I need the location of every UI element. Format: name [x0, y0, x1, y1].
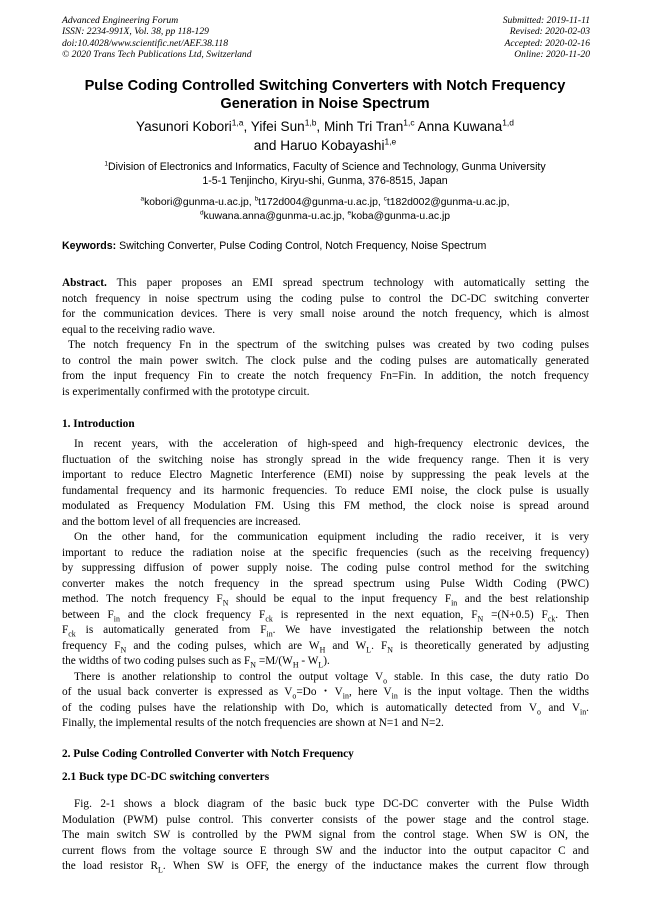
- paper-title: [40, 77, 610, 113]
- author-name: Minh Tri Tran: [323, 119, 404, 134]
- text-line: fundamental frequency and its harmonic frequencies. To reduce EMI noise, the clock pulse is usually: [62, 484, 589, 497]
- author-name: Yasunori Kobori: [136, 119, 232, 134]
- submission-dates: [503, 15, 590, 60]
- abstract-line: notch frequency in noise spectrum using the coding pulse to control the DC-DC switching converter: [62, 292, 589, 305]
- text-line: modulated as Frequency Modulation FM. Using this FM method, the clock noise is spread around: [62, 500, 589, 512]
- abstract-label: Abstract.: [62, 277, 107, 289]
- abstract-line: for the communication devices. There is very small noise around the notch frequency, which is almost: [62, 308, 589, 320]
- subsection-heading: 2.1 Buck type DC-DC switching converters: [62, 771, 270, 783]
- section-heading: 1. Introduction: [62, 418, 135, 430]
- text-line: the widths of two coding pulses such as $F_N =M/(W_H - W_L)$.: [62, 655, 330, 670]
- text-line: frequency $F_N$ and the coding pulses, which are $W_H$ and $W_L$. $F_N$ is theoretically generated by adjusting: [62, 639, 590, 654]
- text-line: $F_{ck}$ is automatically generated from $F_{in}$. We have investigated the relationship between the notch: [62, 624, 589, 639]
- date-accepted: Accepted: 2020-02-16: [504, 37, 590, 49]
- affil-line: Division of Electronics and Informatics, Faculty of Science and Technology, Gunma University: [107, 161, 546, 173]
- text-line: of the usual back converter is expressed as $V_o=Do$・$V_{in}$, here $V_{in}$ is the input voltage. Then the widths: [62, 686, 589, 701]
- journal-copyright: © 2020 Trans Tech Publications Ltd, Switzerland: [62, 48, 252, 60]
- email-link[interactable]: t182d002@gunma-u.ac.jp,: [386, 197, 510, 208]
- author-affil-mark: 1,d: [502, 117, 514, 128]
- email-link[interactable]: t172d004@gunma-u.ac.jp,: [258, 197, 381, 208]
- introduction-text: [62, 437, 589, 732]
- abstract: [62, 276, 589, 400]
- author-affil-mark: 1,b: [304, 117, 317, 128]
- text-line: the load resistor $R_L$. When SW is OFF, the energy of the inductance makes the current flow through: [62, 860, 590, 875]
- text-line: and the bottom level of all frequencies are increased.: [62, 515, 301, 528]
- author-conjunction: and: [253, 137, 277, 153]
- author-affil-mark: 1,a: [231, 117, 244, 128]
- text-line: method. The notch frequency $F_N$ should be equal to the input frequency $F_{in}$ and the best relationship: [62, 593, 589, 608]
- text-line: In recent years, with the acceleration of high-speed and high-frequency electronic devices, the: [74, 438, 589, 450]
- text-line: The main switch SW is controlled by the PWM signal from the control stage. When SW is ON, the: [62, 829, 589, 841]
- date-revised: Revised: 2020-02-03: [509, 26, 590, 38]
- section2-text: [62, 797, 589, 875]
- title-line: Pulse Coding Controlled Switching Converters with Notch Frequency: [84, 78, 566, 94]
- text-line: converter makes the notch frequency in the spread spectrum using Pulse Width Coding (PWC): [62, 577, 589, 590]
- author-name: Anna Kuwana: [417, 119, 503, 134]
- abstract-line: The notch frequency Fn in the spectrum of the switching pulses was created by two coding pulses: [68, 339, 589, 351]
- text-line: Modulation (PWM) pulse control. This converter consists of the power stage and the control stage.: [62, 813, 589, 826]
- journal-doi: doi:10.4028/www.scientific.net/AEF.38.118: [62, 37, 229, 49]
- journal-issn: ISSN: 2234-991X, Vol. 38, pp 118-129: [62, 26, 209, 38]
- text-line: by suppressing diffusion of power supply noise. The coding pulse control method for the switching: [62, 562, 589, 574]
- author-emails: $^a$kobori@gunma-u.ac.jp, $^b$t172d004@gunma-u.ac.jp, $^c$t182d002@gunma-u.ac.jp, $^d$kuwana.anna@gunma-u.ac.jp, $^e$koba@gunma-u.ac.jp: [140, 195, 510, 222]
- abstract-line: is experimentally confirmed with the prototype circuit.: [62, 385, 310, 398]
- abstract-line: This paper proposes an EMI spread spectrum technology with automatically setting the: [116, 277, 589, 289]
- email-link[interactable]: kobori@gunma-u.ac.jp,: [144, 197, 252, 208]
- text-line: of the coding pulses have the relationship with Do, which is automatically detected from $V_o$ and $V_{in}$.: [62, 701, 589, 716]
- section-heading: 2. Pulse Coding Controlled Converter with Notch Frequency: [62, 748, 354, 760]
- abstract-line: from the input frequency Fin to create the notch frequency Fn=Fin. In addition, the notch frequency: [62, 370, 589, 382]
- text-line: There is another relationship to control the output voltage $V_o$ stable. In this case, the duty ratio Do: [74, 670, 589, 685]
- keywords-label: Keywords:: [62, 240, 117, 252]
- keywords: [62, 240, 592, 253]
- text-line: important to reduce Electro Magnetic Interference (EMI) noise by suppressing the peak levels at the: [62, 469, 589, 481]
- text-line: fluctuation of the switching noise has strongly spread in the wide frequency range. Then it is very: [62, 453, 589, 466]
- date-online: Online: 2020-11-20: [514, 48, 590, 60]
- keywords-text: Switching Converter, Pulse Coding Control, Notch Frequency, Noise Spectrum: [119, 240, 487, 252]
- author-name: Haruo Kobayashi: [280, 137, 385, 153]
- abstract-line: to control the main power switch. The clock pulse and the coding pulses are automatically generated: [62, 354, 589, 367]
- author-affil-mark: 1,c: [403, 117, 415, 128]
- text-line: between $F_{in}$ and the clock frequency $F_{ck}$ is represented in the next equation, $F_N =(N+0.5)$ $F_{ck}$. Then: [62, 608, 589, 623]
- affil-line: 1-5-1 Tenjincho, Kiryu-shi, Gunma, 376-8515, Japan: [202, 174, 448, 187]
- affil-mark: 1: [104, 160, 108, 168]
- author-name: Yifei Sun: [250, 119, 305, 134]
- text-line: On the other hand, for the communication equipment including the radio receiver, it is very: [74, 531, 589, 543]
- date-submitted: Submitted: 2019-11-11: [502, 15, 590, 26]
- title-line: Generation in Noise Spectrum: [220, 96, 430, 112]
- affiliation: [30, 161, 620, 188]
- journal-info: [62, 15, 252, 60]
- email-link[interactable]: koba@gunma-u.ac.jp: [351, 210, 451, 222]
- text-line: Finally, the implemental results of the notch frequencies are shown at N=1 and N=2.: [62, 717, 444, 729]
- email-link[interactable]: kuwana.anna@gunma-u.ac.jp,: [203, 210, 345, 222]
- text-line: current flows from the voltage source E through SW and the inductor into the output capacitor C and: [62, 844, 589, 857]
- abstract-line: equal to the receiving radio wave.: [62, 323, 216, 336]
- text-line: important to reduce the radiation noise at the specific frequencies (such as the receiving frequency): [62, 546, 589, 559]
- journal-name: Advanced Engineering Forum: [62, 15, 179, 26]
- author-affil-mark: 1,e: [384, 135, 397, 146]
- text-line: Fig. 2-1 shows a block diagram of the basic buck type DC-DC converter with the Pulse Width: [74, 798, 589, 810]
- author-list: Yasunori Kobori$^{1,a}$, Yifei Sun$^{1,b}$, Minh Tri Tran$^{1,c}$ Anna Kuwana$^{1,d}$ and Haruo Kobayashi$^{1,e}$: [136, 117, 514, 153]
